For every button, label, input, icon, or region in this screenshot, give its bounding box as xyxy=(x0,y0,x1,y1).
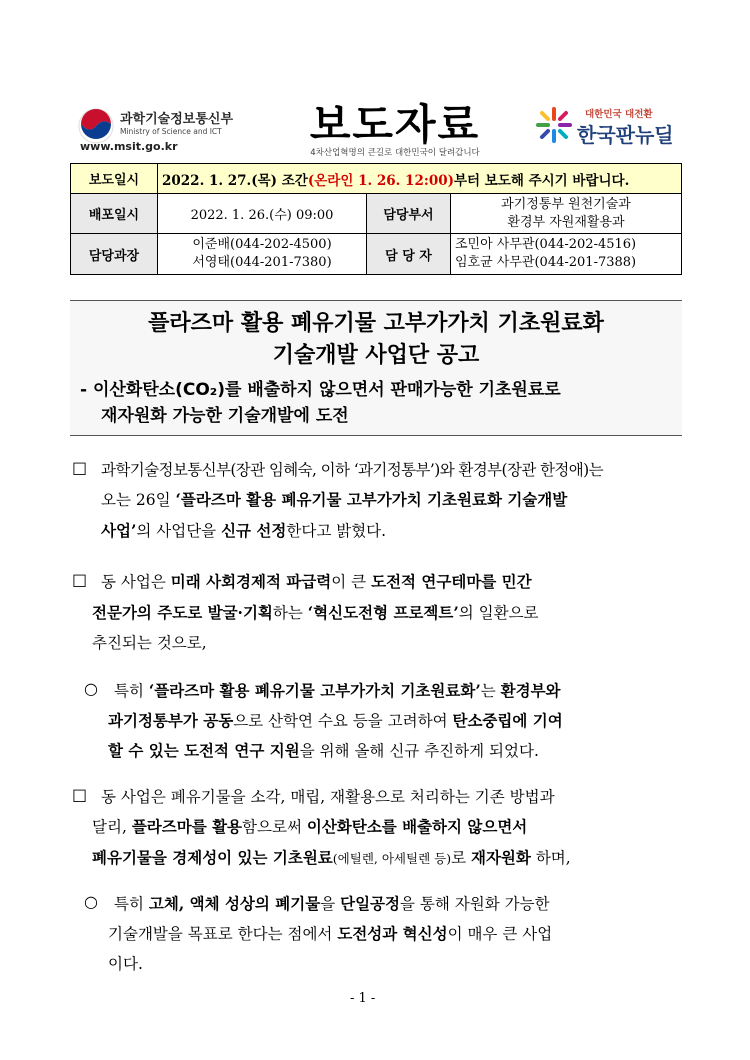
release-value: 2022. 1. 27.(목) 조간(온라인 1. 26. 12:00)부터 보도해 주시기 바랍니다. xyxy=(158,164,682,194)
paragraph-4-line-3: 폐유기물을 경제성이 있는 기초원료(에틸렌, 아세틸렌 등)로 재자원화 하며, xyxy=(92,848,571,867)
paragraph-3-line-2: 과기정통부가 공동으로 산학연 수요 등을 고려하여 탄소중립에 기여 xyxy=(108,711,563,730)
manager-value: 이준배(044-202-4500) 서영태(044-201-7380) xyxy=(158,234,367,275)
subheadline-line-2: 재자원화 가능한 기술개발에 도전 xyxy=(101,406,349,426)
square-bullet: □ xyxy=(72,570,88,589)
paragraph-1-line-3: 사업’의 사업단을 신규 선정한다고 밝혔다. xyxy=(101,521,387,540)
paragraph-1-line-2: 오는 26일 ‘플라즈마 활용 폐유기물 고부가가치 기초원료화 기술개발 xyxy=(101,490,568,509)
slogan: 4차산업혁명의 큰길로 대한민국이 달려갑니다 xyxy=(310,148,480,158)
press-release-title: 보도자료 xyxy=(309,100,481,149)
distribution-value: 2022. 1. 26.(수) 09:00 xyxy=(158,194,367,234)
subheadline-line-1: - 이산화탄소(CO₂)를 배출하지 않으면서 판매가능한 기초원료로 xyxy=(80,380,561,400)
ministry-name-en: Ministry of Science and ICT xyxy=(120,127,222,136)
department-value: 과기정통부 원천기술과 환경부 자원재활용과 xyxy=(451,194,682,234)
ministry-url[interactable]: www.msit.go.kr xyxy=(80,140,178,153)
staff-value: 조민아 사무관(044-202-4516) 임호균 사무관(044-201-7388) xyxy=(451,234,682,275)
page-number: - 1 - xyxy=(350,991,376,1006)
distribution-label: 배포일시 xyxy=(71,194,158,234)
contact-row xyxy=(71,234,682,275)
paragraph-3-line-3: 할 수 있는 도전적 연구 지원을 위해 올해 신규 추진하게 되었다. xyxy=(108,741,539,760)
paragraph-5-line-1: 특히 고체, 액체 성상의 폐기물을 단일공정을 통해 자원화 가능한 xyxy=(114,894,550,913)
release-row xyxy=(71,164,682,194)
staff-label: 담 당 자 xyxy=(367,234,451,275)
paragraph-2-line-2: 전문가의 주도로 발굴·기획하는 ‘혁신도전형 프로젝트’의 일환으로 xyxy=(92,603,539,622)
new-deal-tagline: 대한민국 대전환 xyxy=(585,109,653,120)
paragraph-5-line-2: 기술개발을 목표로 한다는 점에서 도전성과 혁신성이 매우 큰 사업 xyxy=(108,924,553,943)
press-info-table xyxy=(70,163,682,275)
new-deal-logo-icon xyxy=(534,105,574,145)
headline-line-1: 플라즈마 활용 폐유기물 고부가가치 기초원료화 xyxy=(148,311,604,336)
government-emblem-icon xyxy=(78,108,114,144)
manager-label: 담당과장 xyxy=(71,234,158,275)
paragraph-4-line-1: 동 사업은 폐유기물을 소각, 매립, 재활용으로 처리하는 기존 방법과 xyxy=(101,788,555,806)
department-label: 담당부서 xyxy=(367,194,451,234)
release-label: 보도일시 xyxy=(71,164,158,194)
ministry-name: 과학기술정보통신부 xyxy=(120,112,234,127)
paragraph-3-line-1: 특히 ‘플라즈마 활용 폐유기물 고부가가치 기초원료화’는 환경부와 xyxy=(114,681,561,700)
distribution-row xyxy=(71,194,682,234)
square-bullet: □ xyxy=(72,458,88,477)
paragraph-2-line-1: 동 사업은 미래 사회경제적 파급력이 큰 도전적 연구테마를 민간 xyxy=(101,572,532,591)
paragraph-2-line-3: 추진되는 것으로, xyxy=(92,634,207,652)
square-bullet: □ xyxy=(72,785,88,804)
paragraph-4-line-2: 달리, 플라즈마를 활용함으로써 이산화탄소를 배출하지 않으면서 xyxy=(92,817,528,836)
circle-bullet: ○ xyxy=(84,892,98,911)
headline-line-2: 기술개발 사업단 공고 xyxy=(272,343,480,368)
new-deal-title: 한국판뉴딜 xyxy=(577,123,674,147)
circle-bullet: ○ xyxy=(84,679,98,698)
paragraph-1-line-1: 과학기술정보통신부(장관 임혜숙, 이하 ‘과기정통부’)와 환경부(장관 한정애)는 xyxy=(101,461,603,479)
paragraph-5-line-3: 이다. xyxy=(108,955,143,973)
